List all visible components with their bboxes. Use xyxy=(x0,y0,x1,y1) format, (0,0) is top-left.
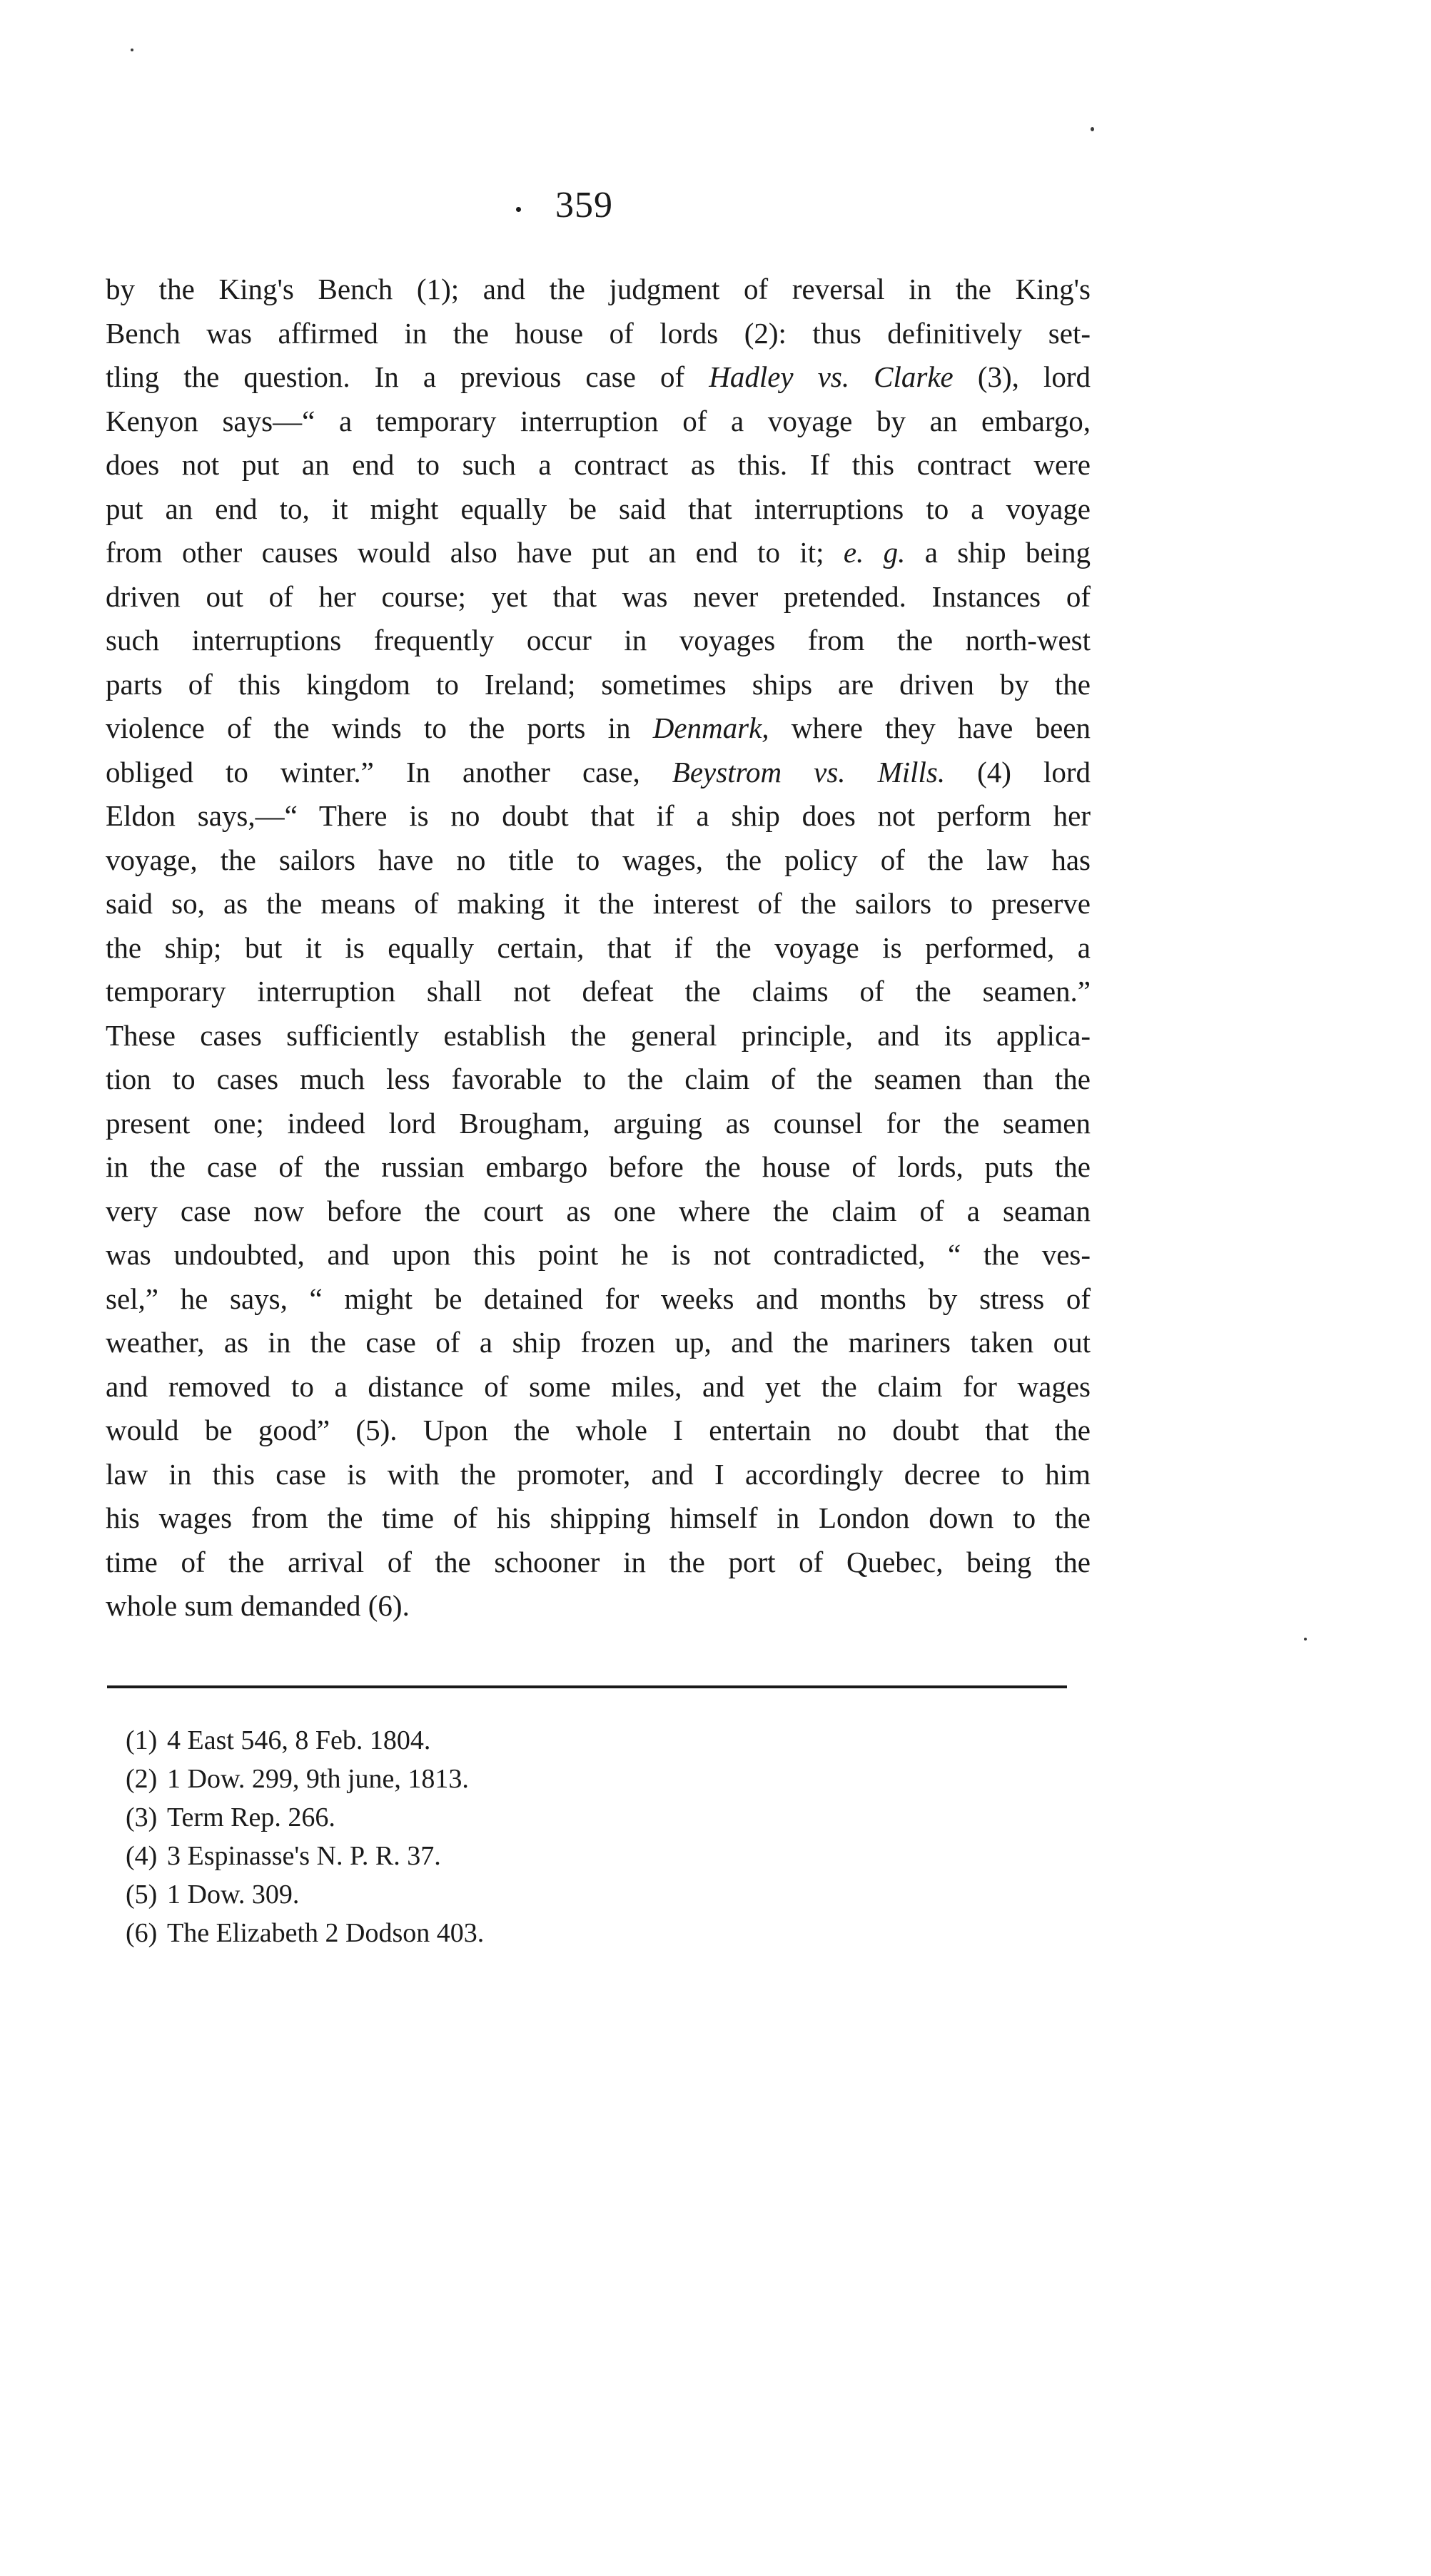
footnotes-list xyxy=(126,1721,768,1952)
footnote-number: (4) xyxy=(126,1841,158,1871)
text-run: where they have been xyxy=(769,711,1091,744)
body-line xyxy=(106,487,1091,532)
footnote-citation: Term Rep. 266. xyxy=(167,1802,335,1832)
italic-case-name: Beystrom vs. Mills. xyxy=(672,755,946,788)
body-line xyxy=(106,1409,1091,1453)
body-line xyxy=(106,1145,1091,1190)
text-run: present one; indeed lord Brougham, arguing as counsel for the seamen xyxy=(106,1106,1091,1140)
text-run: whole sum demanded (6). xyxy=(106,1589,410,1622)
body-line xyxy=(106,1058,1091,1102)
body-line xyxy=(106,882,1091,926)
body-line xyxy=(106,1014,1091,1058)
footnote-item xyxy=(126,1914,768,1952)
text-run: such interruptions frequently occur in voyages from the north-west xyxy=(106,624,1091,656)
body-line xyxy=(106,1541,1091,1585)
body-line xyxy=(106,1190,1091,1234)
text-run: temporary interruption shall not defeat the claims of the seamen.” xyxy=(106,975,1091,1008)
footnote-number: (2) xyxy=(126,1764,158,1794)
footnote-citation: 4 East 546, 8 Feb. 1804. xyxy=(167,1725,431,1755)
text-run: Bench was affirmed in the house of lords (2): thus definitively set- xyxy=(106,316,1091,350)
text-run: Kenyon says—“ a temporary interruption of a voyage by an embargo, xyxy=(106,404,1091,437)
body-line xyxy=(106,1365,1091,1409)
body-line xyxy=(106,312,1091,356)
page-header xyxy=(0,178,1431,235)
body-paragraph xyxy=(106,268,1091,1628)
scan-speck xyxy=(1091,127,1094,131)
body-line xyxy=(106,1233,1091,1277)
text-run: sel,” he says, “ might be detained for weeks and months by stress of xyxy=(106,1282,1091,1315)
text-run: Eldon says,—“ There is no doubt that if a ship does not perform her xyxy=(106,799,1091,832)
text-run: time of the arrival of the schooner in the port of Quebec, being the xyxy=(106,1545,1091,1578)
page-number: 359 xyxy=(555,185,613,225)
text-run: tion to cases much less favorable to the claim of the seamen than the xyxy=(106,1063,1091,1095)
body-line xyxy=(106,751,1091,795)
footnote-separator-rule xyxy=(107,1685,1067,1688)
italic-case-name: e. g. xyxy=(843,536,906,569)
footnote-number: (6) xyxy=(126,1918,158,1948)
footnote-number: (5) xyxy=(126,1880,158,1910)
text-run: (4) lord xyxy=(945,755,1091,788)
body-line xyxy=(106,663,1091,707)
text-run: in the case of the russian embargo before the house of lords, puts the xyxy=(106,1150,1091,1183)
text-run: tling the question. In a previous case of xyxy=(106,360,709,393)
header-bullet xyxy=(516,207,521,212)
text-run: does not put an end to such a contract as this. If this contract were xyxy=(106,448,1091,481)
footnote-citation: The Elizabeth 2 Dodson 403. xyxy=(167,1918,485,1948)
body-line xyxy=(106,794,1091,838)
body-line xyxy=(106,926,1091,970)
text-run: the ship; but it is equally certain, that if the voyage is performed, a xyxy=(106,930,1091,964)
body-line xyxy=(106,443,1091,487)
text-run: (3), lord xyxy=(953,360,1091,393)
footnote-citation: 3 Espinasse's N. P. R. 37. xyxy=(167,1841,441,1871)
footnote-number: (3) xyxy=(126,1802,158,1832)
text-run: obliged to winter.” In another case, xyxy=(106,755,672,788)
text-run: said so, as the means of making it the interest of the sailors to preserve xyxy=(106,887,1091,920)
body-line xyxy=(106,1453,1091,1497)
italic-case-name: Hadley vs. Clarke xyxy=(709,360,954,393)
footnote-item xyxy=(126,1760,768,1798)
text-run: parts of this kingdom to Ireland; sometimes ships are driven by the xyxy=(106,667,1091,701)
footnote-citation: 1 Dow. 309. xyxy=(167,1880,300,1910)
text-run: voyage, the sailors have no title to wages, the policy of the law has xyxy=(106,843,1091,876)
italic-case-name: Denmark, xyxy=(652,711,769,744)
text-run: weather, as in the case of a ship frozen up, and the mariners taken out xyxy=(106,1326,1091,1359)
body-line xyxy=(106,706,1091,751)
text-run: These cases sufficiently establish the general principle, and its applica- xyxy=(106,1018,1091,1052)
text-run: a ship being xyxy=(905,536,1091,569)
scan-speck xyxy=(131,49,133,51)
body-line xyxy=(106,268,1091,312)
text-run: was undoubted, and upon this point he is not contradicted, “ the ves- xyxy=(106,1238,1091,1271)
footnote-item xyxy=(126,1875,768,1914)
text-run: his wages from the time of his shipping himself in London down to the xyxy=(106,1501,1091,1534)
footnote-item xyxy=(126,1837,768,1875)
body-line xyxy=(106,1277,1091,1322)
text-run: law in this case is with the promoter, and I accordingly decree to him xyxy=(106,1457,1091,1491)
text-run: by the King's Bench (1); and the judgment of reversal in the King's xyxy=(106,273,1091,305)
text-run: put an end to, it might equally be said that interruptions to a voyage xyxy=(106,492,1091,525)
footnote-item xyxy=(126,1721,768,1760)
body-line xyxy=(106,400,1091,444)
body-line xyxy=(106,355,1091,400)
text-run: very case now before the court as one where the claim of a seaman xyxy=(106,1194,1091,1227)
text-run: from other causes would also have put an end to it; xyxy=(106,536,844,569)
footnote-item xyxy=(126,1798,768,1837)
body-line xyxy=(106,619,1091,663)
body-line xyxy=(106,1321,1091,1365)
body-line xyxy=(106,1496,1091,1541)
body-line xyxy=(106,575,1091,619)
footnote-citation: 1 Dow. 299, 9th june, 1813. xyxy=(167,1764,469,1794)
body-line xyxy=(106,1584,1091,1628)
text-run: would be good” (5). Upon the whole I entertain no doubt that the xyxy=(106,1414,1091,1446)
text-run: and removed to a distance of some miles, and yet the claim for wages xyxy=(106,1369,1091,1403)
text-run: violence of the winds to the ports in xyxy=(106,711,653,744)
text-run: driven out of her course; yet that was never pretended. Instances of xyxy=(106,579,1091,613)
body-line xyxy=(106,531,1091,575)
footnote-number: (1) xyxy=(126,1725,158,1755)
body-line xyxy=(106,838,1091,883)
body-line xyxy=(106,1102,1091,1146)
scan-speck xyxy=(1304,1638,1307,1641)
body-line xyxy=(106,970,1091,1014)
